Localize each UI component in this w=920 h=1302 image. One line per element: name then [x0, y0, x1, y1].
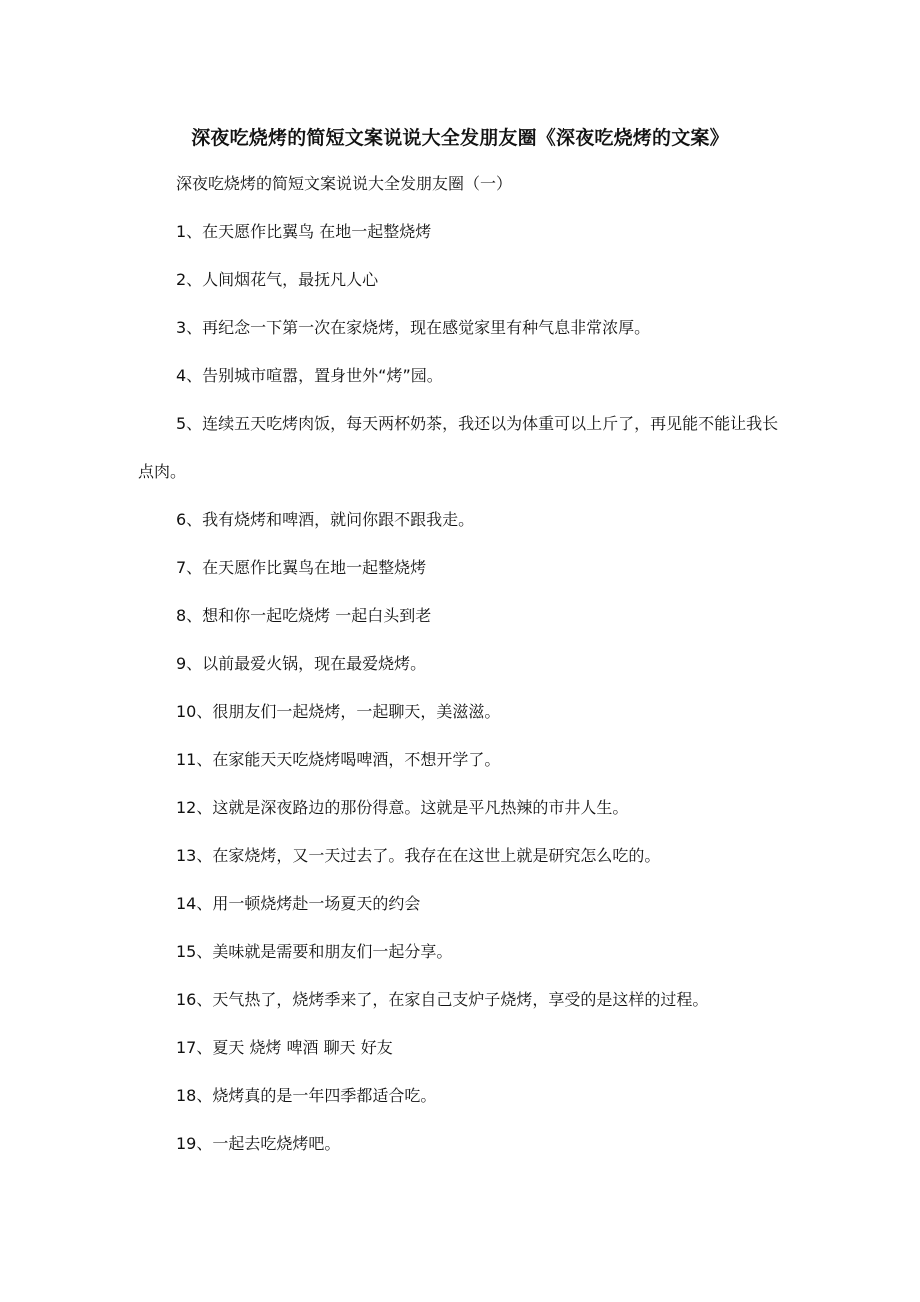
list-item-4: 4、告别城市喧嚣，置身世外“烤”园。	[176, 366, 443, 385]
list-item-15: 15、美味就是需要和朋友们一起分享。	[176, 942, 453, 961]
list-item-19: 19、一起去吃烧烤吧。	[176, 1134, 341, 1153]
list-item-10: 10、很朋友们一起烧烤，一起聊天，美滋滋。	[176, 702, 501, 721]
list-item-12: 12、这就是深夜路边的那份得意。这就是平凡热辣的市井人生。	[176, 798, 629, 817]
section-heading: 深夜吃烧烤的简短文案说说大全发朋友圈（一）	[176, 174, 513, 193]
list-item-13: 13、在家烧烤，又一天过去了。我存在在这世上就是研究怎么吃的。	[176, 846, 661, 865]
list-item-17: 17、夏天 烧烤 啤酒 聊天 好友	[176, 1038, 393, 1057]
list-item-6: 6、我有烧烤和啤酒，就问你跟不跟我走。	[176, 510, 475, 529]
list-item-14: 14、用一顿烧烤赴一场夏天的约会	[176, 894, 421, 913]
list-item-18: 18、烧烤真的是一年四季都适合吃。	[176, 1086, 437, 1105]
list-item-3: 3、再纪念一下第一次在家烧烤，现在感觉家里有种气息非常浓厚。	[176, 318, 651, 337]
document-body	[138, 172, 788, 1180]
list-item-1: 1、在天愿作比翼鸟 在地一起整烧烤	[176, 222, 432, 241]
list-item-16: 16、天气热了，烧烤季来了，在家自己支炉子烧烤，享受的是这样的过程。	[176, 990, 709, 1009]
document-title: 深夜吃烧烤的简短文案说说大全发朋友圈《深夜吃烧烤的文案》	[191, 127, 729, 149]
list-item-9: 9、以前最爱火锅，现在最爱烧烤。	[176, 654, 427, 673]
list-item-11: 11、在家能天天吃烧烤喝啤酒，不想开学了。	[176, 750, 501, 769]
list-item-8: 8、想和你一起吃烧烤 一起白头到老	[176, 606, 432, 625]
list-item-5: 5、连续五天吃烤肉饭，每天两杯奶茶，我还以为体重可以上斤了，再见能不能让我长点肉。	[138, 414, 779, 481]
list-item-2: 2、人间烟花气，最抚凡人心	[176, 270, 379, 289]
list-item-7: 7、在天愿作比翼鸟在地一起整烧烤	[176, 558, 427, 577]
